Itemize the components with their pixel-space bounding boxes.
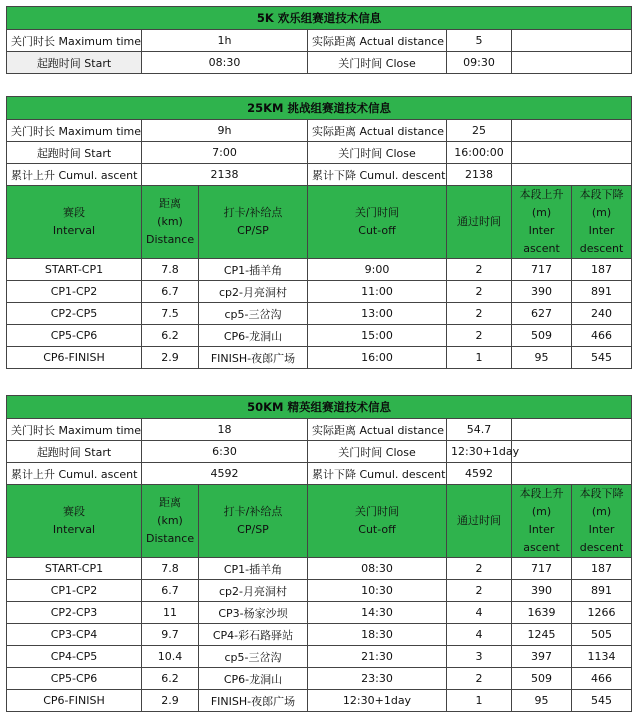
cell-distance: 11 xyxy=(142,602,199,624)
cell-cp: CP1-插羊角 xyxy=(199,558,308,580)
section-title: 50KM 精英组赛道技术信息 xyxy=(7,396,632,419)
actual-distance-label: 实际距离 Actual distance xyxy=(308,419,447,441)
ascent-label: 累计上升 Cumul. ascent xyxy=(7,463,142,485)
cell-pass-time: 1 xyxy=(447,690,512,712)
cell-interval: CP6-FINISH xyxy=(7,690,142,712)
info-row xyxy=(7,30,632,52)
cell-inter-descent: 187 xyxy=(572,558,632,580)
table-row xyxy=(7,325,632,347)
actual-distance-value: 5 xyxy=(447,30,512,52)
info-row xyxy=(7,52,632,74)
cell-distance: 2.9 xyxy=(142,690,199,712)
cell-inter-ascent: 717 xyxy=(512,558,572,580)
cell-distance: 7.5 xyxy=(142,303,199,325)
cell-inter-descent: 466 xyxy=(572,325,632,347)
empty-cell xyxy=(512,30,632,52)
cell-cutoff: 10:30 xyxy=(308,580,447,602)
cell-cp: FINISH-夜郎广场 xyxy=(199,347,308,369)
cell-interval: CP5-CP6 xyxy=(7,325,142,347)
col-cutoff: 关门时间 Cut-off xyxy=(308,186,447,259)
cell-inter-ascent: 397 xyxy=(512,646,572,668)
cell-cutoff: 16:00 xyxy=(308,347,447,369)
cell-interval: CP1-CP2 xyxy=(7,580,142,602)
table-row xyxy=(7,668,632,690)
table-row xyxy=(7,281,632,303)
close-value: 12:30+1day xyxy=(447,441,512,463)
descent-value: 2138 xyxy=(447,164,512,186)
cell-cutoff: 18:30 xyxy=(308,624,447,646)
cell-distance: 6.7 xyxy=(142,281,199,303)
cell-cutoff: 9:00 xyxy=(308,259,447,281)
col-inter-ascent: 本段上升 (m) Inter ascent xyxy=(512,186,572,259)
cell-distance: 6.7 xyxy=(142,580,199,602)
cell-distance: 9.7 xyxy=(142,624,199,646)
table-row xyxy=(7,259,632,281)
cell-inter-descent: 505 xyxy=(572,624,632,646)
cell-cutoff: 08:30 xyxy=(308,558,447,580)
max-time-label: 关门时长 Maximum time xyxy=(7,419,142,441)
cell-distance: 7.8 xyxy=(142,259,199,281)
cell-inter-descent: 240 xyxy=(572,303,632,325)
cell-inter-ascent: 95 xyxy=(512,690,572,712)
cell-interval: CP5-CP6 xyxy=(7,668,142,690)
cell-pass-time: 4 xyxy=(447,624,512,646)
col-pass-time: 通过时间 xyxy=(447,485,512,558)
max-time-label: 关门时长 Maximum time xyxy=(7,30,142,52)
ascent-value: 2138 xyxy=(142,164,308,186)
cell-inter-descent: 545 xyxy=(572,690,632,712)
cell-inter-descent: 466 xyxy=(572,668,632,690)
cell-distance: 10.4 xyxy=(142,646,199,668)
cell-cp: CP1-插羊角 xyxy=(199,259,308,281)
col-cp: 打卡/补给点 CP/SP xyxy=(199,186,308,259)
cell-distance: 2.9 xyxy=(142,347,199,369)
table-5k xyxy=(6,6,632,74)
cell-pass-time: 4 xyxy=(447,602,512,624)
col-distance: 距离 (km) Distance xyxy=(142,485,199,558)
cell-cp: cp5-三岔沟 xyxy=(199,646,308,668)
col-distance: 距离 (km) Distance xyxy=(142,186,199,259)
info-row xyxy=(7,142,632,164)
table-row xyxy=(7,646,632,668)
cell-inter-descent: 187 xyxy=(572,259,632,281)
close-value: 16:00:00 xyxy=(447,142,512,164)
table-row xyxy=(7,347,632,369)
ascent-label: 累计上升 Cumul. ascent xyxy=(7,164,142,186)
close-label: 关门时间 Close xyxy=(308,441,447,463)
cell-inter-ascent: 509 xyxy=(512,325,572,347)
cell-inter-ascent: 717 xyxy=(512,259,572,281)
cell-pass-time: 3 xyxy=(447,646,512,668)
table-row xyxy=(7,303,632,325)
max-time-value: 1h xyxy=(142,30,308,52)
cell-inter-descent: 891 xyxy=(572,281,632,303)
cell-cp: CP6-龙洞山 xyxy=(199,668,308,690)
start-label: 起跑时间 Start xyxy=(7,441,142,463)
start-value: 6:30 xyxy=(142,441,308,463)
section-title: 5K 欢乐组赛道技术信息 xyxy=(7,7,632,30)
empty-cell xyxy=(512,164,632,186)
table-row xyxy=(7,580,632,602)
cell-distance: 6.2 xyxy=(142,668,199,690)
max-time-label: 关门时长 Maximum time xyxy=(7,120,142,142)
cell-cp: CP6-龙洞山 xyxy=(199,325,308,347)
start-value: 7:00 xyxy=(142,142,308,164)
empty-cell xyxy=(512,441,632,463)
cell-pass-time: 2 xyxy=(447,580,512,602)
cell-pass-time: 2 xyxy=(447,668,512,690)
cell-distance: 7.8 xyxy=(142,558,199,580)
empty-cell xyxy=(512,463,632,485)
col-interval: 赛段 Interval xyxy=(7,186,142,259)
descent-label: 累计下降 Cumul. descent xyxy=(308,463,447,485)
info-row xyxy=(7,164,632,186)
info-row xyxy=(7,441,632,463)
cell-inter-descent: 891 xyxy=(572,580,632,602)
actual-distance-value: 54.7 xyxy=(447,419,512,441)
cell-inter-ascent: 390 xyxy=(512,281,572,303)
cell-cp: cp2-月亮洞村 xyxy=(199,281,308,303)
col-cutoff: 关门时间 Cut-off xyxy=(308,485,447,558)
close-label: 关门时间 Close xyxy=(308,52,447,74)
start-label: 起跑时间 Start xyxy=(7,142,142,164)
info-row xyxy=(7,419,632,441)
cell-cutoff: 12:30+1day xyxy=(308,690,447,712)
col-interval: 赛段 Interval xyxy=(7,485,142,558)
cell-pass-time: 2 xyxy=(447,259,512,281)
cell-pass-time: 1 xyxy=(447,347,512,369)
empty-cell xyxy=(512,52,632,74)
column-header-row xyxy=(7,186,632,259)
cell-interval: CP2-CP3 xyxy=(7,602,142,624)
cell-inter-descent: 545 xyxy=(572,347,632,369)
cell-interval: CP1-CP2 xyxy=(7,281,142,303)
close-label: 关门时间 Close xyxy=(308,142,447,164)
cell-interval: CP3-CP4 xyxy=(7,624,142,646)
actual-distance-label: 实际距离 Actual distance xyxy=(308,30,447,52)
cell-inter-ascent: 390 xyxy=(512,580,572,602)
start-value: 08:30 xyxy=(142,52,308,74)
table-25km xyxy=(6,96,632,369)
cell-cp: cp2-月亮洞村 xyxy=(199,580,308,602)
table-50km xyxy=(6,395,632,712)
cell-cp: CP4-彩石路驿站 xyxy=(199,624,308,646)
column-header-row xyxy=(7,485,632,558)
info-row xyxy=(7,120,632,142)
cell-cp: cp5-三岔沟 xyxy=(199,303,308,325)
cell-interval: CP4-CP5 xyxy=(7,646,142,668)
cell-inter-ascent: 1245 xyxy=(512,624,572,646)
cell-inter-descent: 1266 xyxy=(572,602,632,624)
col-inter-ascent: 本段上升 (m) Inter ascent xyxy=(512,485,572,558)
table-row xyxy=(7,558,632,580)
max-time-value: 18 xyxy=(142,419,308,441)
cell-cutoff: 14:30 xyxy=(308,602,447,624)
empty-cell xyxy=(512,142,632,164)
cell-pass-time: 2 xyxy=(447,281,512,303)
cell-cp: FINISH-夜郎广场 xyxy=(199,690,308,712)
cell-interval: START-CP1 xyxy=(7,259,142,281)
col-pass-time: 通过时间 xyxy=(447,186,512,259)
section-title: 25KM 挑战组赛道技术信息 xyxy=(7,97,632,120)
cell-cutoff: 21:30 xyxy=(308,646,447,668)
cell-inter-descent: 1134 xyxy=(572,646,632,668)
table-row xyxy=(7,690,632,712)
ascent-value: 4592 xyxy=(142,463,308,485)
cell-inter-ascent: 509 xyxy=(512,668,572,690)
info-row xyxy=(7,463,632,485)
start-label: 起跑时间 Start xyxy=(7,52,142,74)
cell-interval: CP6-FINISH xyxy=(7,347,142,369)
cell-inter-ascent: 1639 xyxy=(512,602,572,624)
cell-pass-time: 2 xyxy=(447,303,512,325)
cell-inter-ascent: 627 xyxy=(512,303,572,325)
col-inter-descent: 本段下降 (m) Inter descent xyxy=(572,485,632,558)
cell-interval: START-CP1 xyxy=(7,558,142,580)
col-inter-descent: 本段下降 (m) Inter descent xyxy=(572,186,632,259)
descent-label: 累计下降 Cumul. descent xyxy=(308,164,447,186)
actual-distance-label: 实际距离 Actual distance xyxy=(308,120,447,142)
col-cp: 打卡/补给点 CP/SP xyxy=(199,485,308,558)
empty-cell xyxy=(512,419,632,441)
cell-cutoff: 23:30 xyxy=(308,668,447,690)
cell-cutoff: 15:00 xyxy=(308,325,447,347)
cell-interval: CP2-CP5 xyxy=(7,303,142,325)
cell-inter-ascent: 95 xyxy=(512,347,572,369)
max-time-value: 9h xyxy=(142,120,308,142)
table-row xyxy=(7,624,632,646)
close-value: 09:30 xyxy=(447,52,512,74)
cell-pass-time: 2 xyxy=(447,558,512,580)
cell-pass-time: 2 xyxy=(447,325,512,347)
cell-cp: CP3-杨家沙坝 xyxy=(199,602,308,624)
cell-cutoff: 13:00 xyxy=(308,303,447,325)
descent-value: 4592 xyxy=(447,463,512,485)
cell-distance: 6.2 xyxy=(142,325,199,347)
empty-cell xyxy=(512,120,632,142)
actual-distance-value: 25 xyxy=(447,120,512,142)
table-row xyxy=(7,602,632,624)
cell-cutoff: 11:00 xyxy=(308,281,447,303)
